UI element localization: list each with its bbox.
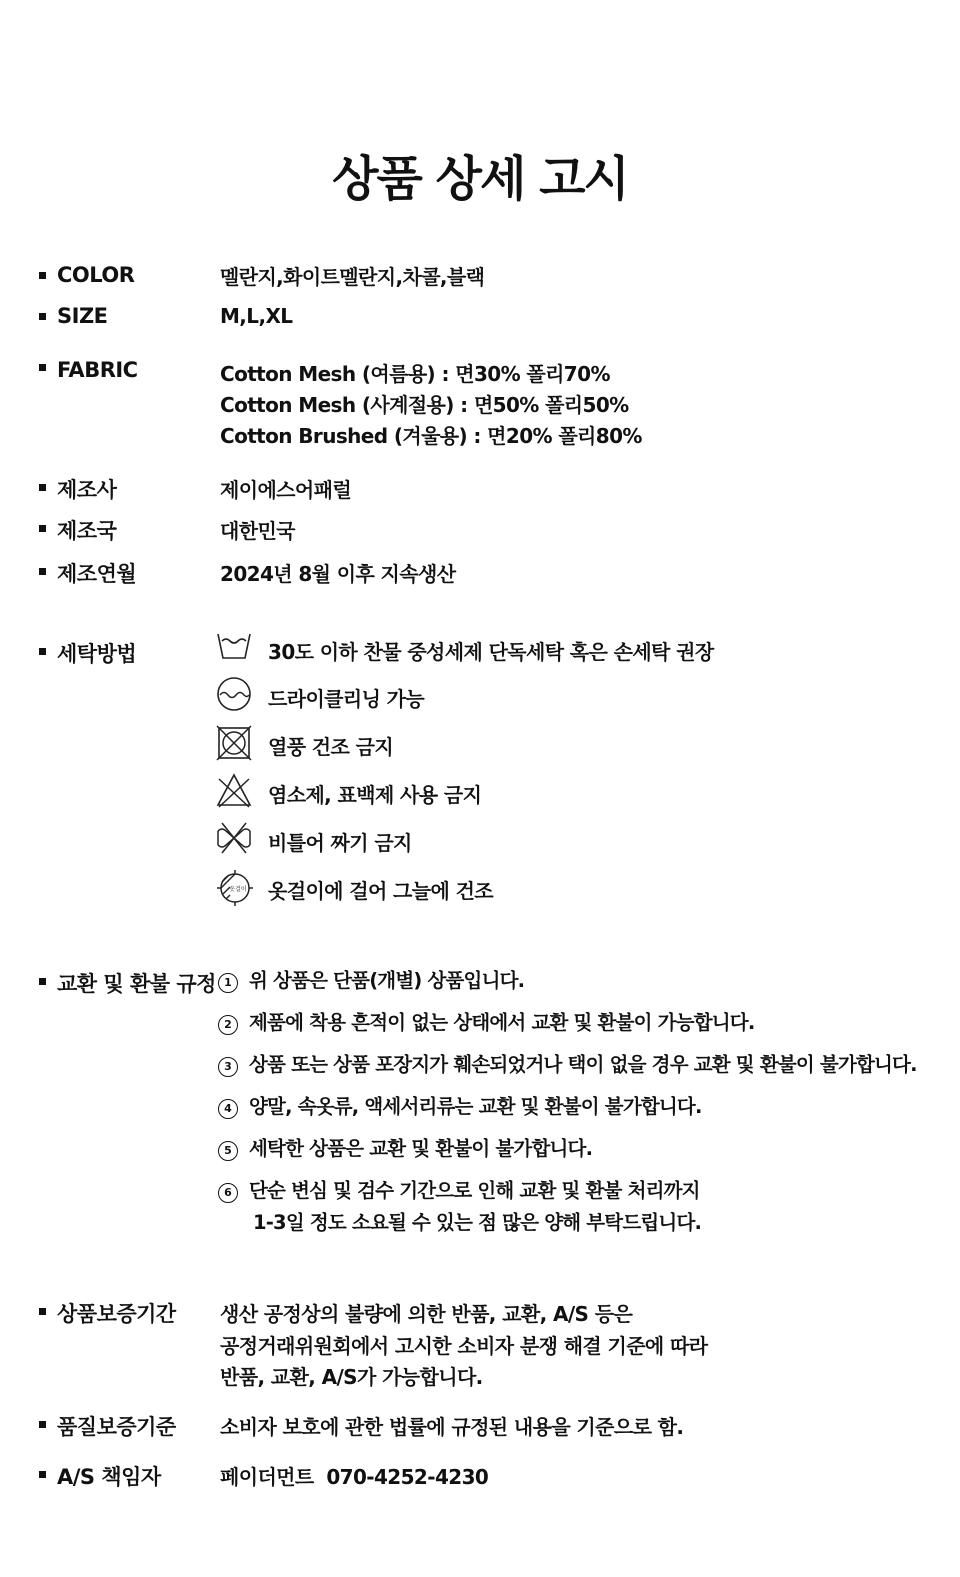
wash-text: 염소제, 표백제 사용 금지 (268, 783, 482, 807)
wash-tub-icon (216, 630, 252, 662)
manufacturer-label: 제조사 (57, 478, 117, 502)
policy-number: 4 (218, 1099, 238, 1119)
bullet-icon (39, 484, 46, 491)
wash-text: 30도 이하 찬물 중성세제 단독세탁 혹은 손세탁 권장 (268, 640, 714, 664)
bullet-icon (39, 1471, 46, 1478)
manufacturer-value: 제이에스어패럴 (220, 478, 352, 502)
fabric-line: Cotton Mesh (여름용) : 면30% 폴리70% (220, 362, 610, 386)
as-value: 페이더먼트 070-4252-4230 (220, 1465, 489, 1489)
policy-text-continued: 1-3일 정도 소요될 수 있는 점 많은 양해 부탁드립니다. (253, 1211, 702, 1234)
wash-text: 드라이클리닝 가능 (268, 687, 425, 711)
bullet-icon (39, 1421, 46, 1428)
wash-text: 열풍 건조 금지 (268, 735, 394, 759)
bullet-icon (39, 364, 46, 371)
policy-label: 교환 및 환불 규정 (57, 972, 216, 996)
policy-number: 1 (218, 973, 238, 993)
policy-text: 상품 또는 상품 포장지가 훼손되었거나 택이 없을 경우 교환 및 환불이 불가합니다. (249, 1053, 917, 1076)
fabric-line: Cotton Mesh (사계절용) : 면50% 폴리50% (220, 393, 629, 417)
warranty-line: 반품, 교환, A/S가 가능합니다. (220, 1365, 483, 1389)
no-bleach-icon (216, 773, 252, 809)
color-label: COLOR (57, 263, 135, 287)
page-title: 상품 상세 고시 (332, 151, 628, 207)
as-label: A/S 책임자 (57, 1465, 161, 1489)
policy-number: 2 (218, 1015, 238, 1035)
country-value: 대한민국 (220, 519, 295, 543)
hang-dry-shade-icon (216, 869, 254, 907)
date-label: 제조연월 (57, 562, 137, 586)
country-label: 제조국 (57, 519, 117, 543)
no-wring-icon (216, 821, 252, 855)
quality-value: 소비자 보호에 관한 법률에 규정된 내용을 기준으로 함. (220, 1415, 684, 1439)
policy-text: 세탁한 상품은 교환 및 환불이 불가합니다. (249, 1137, 593, 1160)
policy-number: 6 (218, 1183, 238, 1203)
bullet-icon (39, 978, 46, 985)
policy-number: 5 (218, 1141, 238, 1161)
date-value: 2024년 8월 이후 지속생산 (220, 562, 456, 586)
hang-dry-label: 옷걸이 (229, 886, 247, 893)
policy-text: 단순 변심 및 검수 기간으로 인해 교환 및 환불 처리까지 (249, 1179, 700, 1202)
bullet-icon (39, 525, 46, 532)
size-label: SIZE (57, 304, 108, 328)
policy-text: 제품에 착용 흔적이 없는 상태에서 교환 및 환불이 가능합니다. (249, 1011, 755, 1034)
warranty-label: 상품보증기간 (57, 1302, 176, 1326)
fabric-label: FABRIC (57, 358, 138, 382)
bullet-icon (39, 1308, 46, 1315)
no-tumble-dry-icon (216, 725, 252, 761)
dry-clean-icon (216, 677, 252, 711)
color-value: 멜란지,화이트멜란지,차콜,블랙 (220, 265, 485, 289)
warranty-line: 생산 공정상의 불량에 의한 반품, 교환, A/S 등은 (220, 1302, 633, 1326)
wash-text: 옷걸이에 걸어 그늘에 건조 (268, 879, 494, 903)
policy-text: 양말, 속옷류, 액세서리류는 교환 및 환불이 불가합니다. (249, 1095, 702, 1118)
fabric-line: Cotton Brushed (겨울용) : 면20% 폴리80% (220, 424, 642, 448)
wash-text: 비틀어 짜기 금지 (268, 831, 412, 855)
bullet-icon (39, 272, 46, 279)
washing-label: 세탁방법 (57, 642, 137, 666)
warranty-line: 공정거래위원회에서 고시한 소비자 분쟁 해결 기준에 따라 (220, 1334, 708, 1358)
bullet-icon (39, 648, 46, 655)
bullet-icon (39, 313, 46, 320)
size-value: M,L,XL (220, 304, 293, 328)
bullet-icon (39, 568, 46, 575)
quality-label: 품질보증기준 (57, 1415, 176, 1439)
policy-number: 3 (218, 1057, 238, 1077)
policy-text: 위 상품은 단품(개별) 상품입니다. (249, 969, 525, 992)
